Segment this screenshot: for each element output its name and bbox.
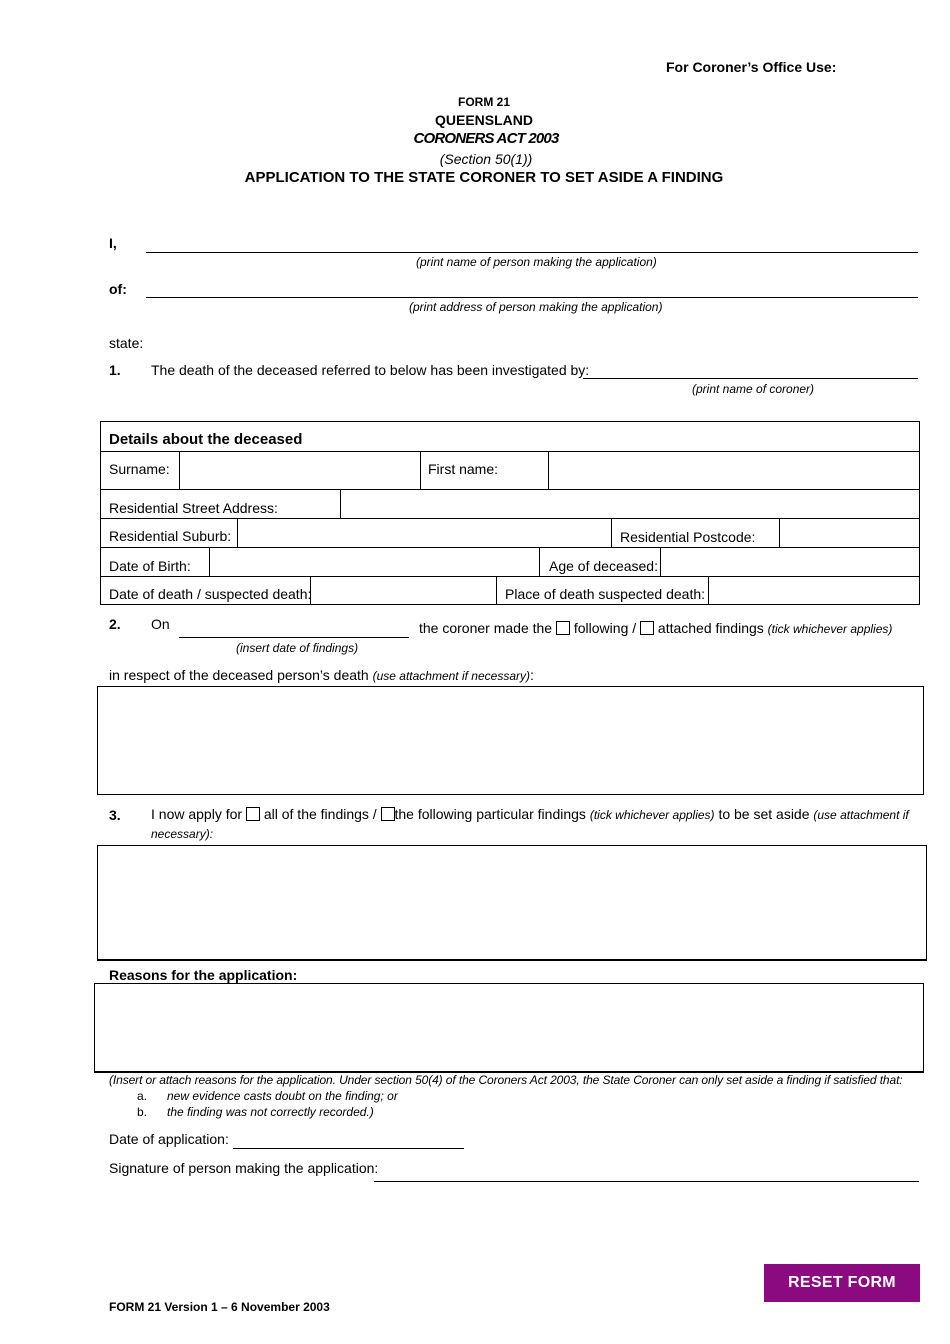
attached-label: attached findings <box>657 620 764 636</box>
postcode-label: Residential Postcode: <box>620 529 756 545</box>
attach-hint: (use attachment if necessary) <box>372 669 530 683</box>
coroner-name-input[interactable] <box>586 359 918 379</box>
findings-textarea[interactable] <box>101 690 923 794</box>
address-hint: (print address of person making the application) <box>409 300 663 314</box>
respect-colon: : <box>530 667 534 683</box>
respect-line <box>109 667 534 683</box>
apply-for-text: I now apply for <box>151 806 243 822</box>
findings-date-hint: (insert date of findings) <box>236 641 359 655</box>
particular-findings-textarea[interactable] <box>101 849 925 959</box>
cell-divider <box>660 547 661 576</box>
street-address-input[interactable] <box>345 494 919 516</box>
street-address-label: Residential Street Address: <box>109 500 278 516</box>
item2-line <box>419 620 892 636</box>
cell-divider <box>548 451 549 489</box>
cell-divider <box>237 518 238 547</box>
cell-divider <box>539 547 540 576</box>
cell-divider <box>209 547 210 576</box>
cell-divider <box>611 518 612 547</box>
row-divider <box>100 547 920 548</box>
date-of-death-input[interactable] <box>315 581 496 603</box>
first-name-label: First name: <box>428 461 499 477</box>
following-checkbox[interactable] <box>556 621 570 635</box>
reason-a-text: new evidence casts doubt on the finding; or <box>167 1089 398 1103</box>
row-divider <box>100 576 920 577</box>
row-divider <box>100 451 920 452</box>
page-title: APPLICATION TO THE STATE CORONER TO SET ASIDE A FINDING <box>244 169 724 186</box>
set-aside-text: to be set aside <box>718 806 810 822</box>
cell-divider <box>310 576 311 604</box>
item3-attach-hint-cont: necessary): <box>151 827 214 841</box>
item2-on: On <box>151 616 170 632</box>
signature-input[interactable] <box>377 1161 919 1182</box>
dob-label: Date of Birth: <box>109 558 191 574</box>
reason-b-label: b. <box>137 1105 148 1119</box>
state-label: state: <box>109 335 144 351</box>
cell-divider <box>340 489 341 518</box>
suburb-input[interactable] <box>242 523 610 545</box>
date-of-application-input[interactable] <box>236 1129 465 1149</box>
age-input[interactable] <box>665 552 919 574</box>
cell-divider <box>708 576 709 604</box>
deceased-heading: Details about the deceased <box>109 431 303 448</box>
coroner-hint: (print name of coroner) <box>692 382 815 396</box>
postcode-input[interactable] <box>784 523 919 545</box>
cell-divider <box>496 576 497 604</box>
date-of-application-label: Date of application: <box>109 1131 229 1147</box>
reasons-textarea[interactable] <box>98 987 922 1071</box>
age-label: Age of deceased: <box>549 558 658 574</box>
row-divider <box>100 604 920 605</box>
first-name-input[interactable] <box>553 460 919 482</box>
signature-label: Signature of person making the application: <box>109 1160 379 1176</box>
applicant-name-input[interactable] <box>150 233 914 253</box>
reset-form-button[interactable]: RESET FORM <box>764 1264 920 1302</box>
item3-number: 3. <box>109 807 121 823</box>
cell-divider <box>779 518 780 547</box>
item3-tick-hint: (tick whichever applies) <box>589 808 715 822</box>
item3-attach-hint: (use attachment if <box>813 808 909 822</box>
i-label: I, <box>109 235 117 251</box>
item3-line <box>151 806 909 822</box>
attached-checkbox[interactable] <box>640 621 654 635</box>
item2-text: the coroner made the <box>419 620 553 636</box>
cell-divider <box>420 451 421 489</box>
tick-hint: (tick whichever applies) <box>767 622 893 636</box>
suburb-label: Residential Suburb: <box>109 528 232 544</box>
place-of-death-label: Place of death suspected death: <box>505 586 706 602</box>
dob-input[interactable] <box>214 552 538 574</box>
item1-number: 1. <box>109 362 121 378</box>
respect-text: in respect of the deceased person’s death <box>109 667 369 683</box>
all-findings-label: all of the findings / <box>263 806 377 822</box>
date-of-death-label: Date of death / suspected death: <box>109 586 312 602</box>
particular-findings-label: the following particular findings <box>394 806 586 822</box>
all-findings-checkbox[interactable] <box>246 807 260 821</box>
state-heading: QUEENSLAND <box>434 112 533 128</box>
place-of-death-input[interactable] <box>713 581 919 603</box>
applicant-address-input[interactable] <box>150 278 914 298</box>
section-ref: (Section 50(1)) <box>439 151 533 167</box>
item2-number: 2. <box>109 616 121 632</box>
following-label: following / <box>573 620 637 636</box>
row-divider <box>100 518 920 519</box>
row-divider <box>100 489 920 490</box>
reason-a-label: a. <box>137 1089 148 1103</box>
name-hint: (print name of person making the application) <box>416 255 657 269</box>
surname-input[interactable] <box>184 460 420 482</box>
of-label: of: <box>109 281 127 297</box>
office-use-label: For Coroner’s Office Use: <box>666 59 837 75</box>
findings-date-input[interactable] <box>182 618 410 638</box>
surname-label: Surname: <box>109 461 170 477</box>
form-version: FORM 21 Version 1 – 6 November 2003 <box>109 1300 330 1314</box>
reasons-heading: Reasons for the application: <box>109 967 298 983</box>
form-number: FORM 21 <box>457 95 510 109</box>
particular-findings-checkbox[interactable] <box>381 807 395 821</box>
reasons-note: (Insert or attach reasons for the application. Under section 50(4) of the Coroners Act 2003, the State Coroner can only set aside a finding if satisfied that: <box>109 1073 903 1087</box>
cell-divider <box>179 451 180 489</box>
act-title: CORONERS ACT 2003 <box>413 130 559 147</box>
item1-text: The death of the deceased referred to below has been investigated by: <box>151 362 590 378</box>
reason-b-text: the finding was not correctly recorded.) <box>167 1105 374 1119</box>
